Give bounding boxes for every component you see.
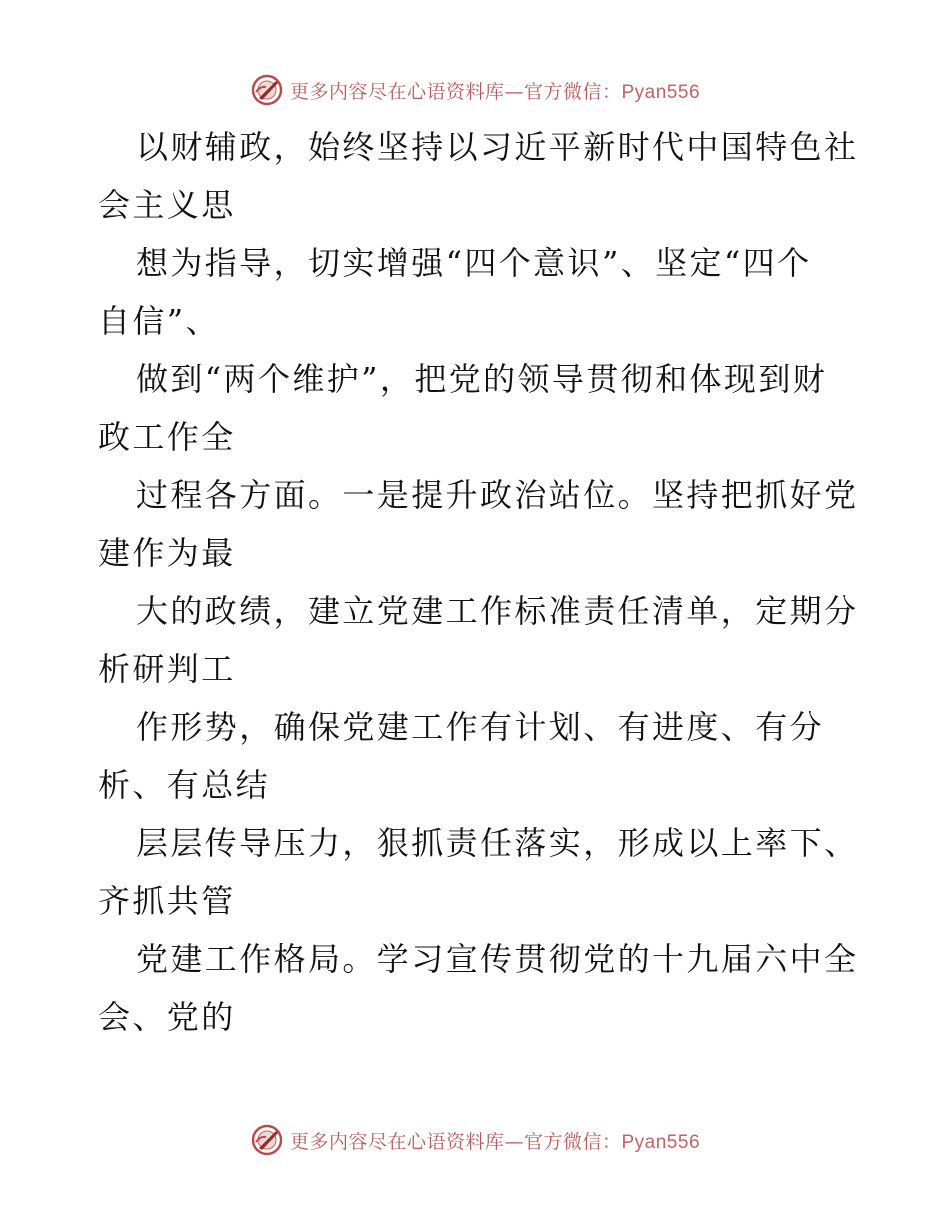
watermark-text	[290, 77, 700, 104]
paragraph-line: 党建工作格局。学习宣传贯彻党的十九届六中全	[136, 940, 859, 978]
paragraph-3	[98, 350, 858, 466]
watermark-id: Pyan556	[621, 81, 701, 103]
paragraph-7	[98, 814, 858, 930]
paragraph-line: 层层传导压力，狠抓责任落实，形成以上率下、	[136, 824, 859, 862]
paragraph-line: 以财辅政，始终坚持以习近平新时代中国特色社	[136, 128, 859, 166]
paragraph-line: 会主义思	[98, 186, 236, 224]
paragraph-4	[98, 466, 858, 582]
paragraph-line: 想为指导，切实增强“四个意识”、坚定“四个	[136, 244, 812, 282]
paragraph-line: 过程各方面。一是提升政治站位。坚持把抓好党	[136, 476, 859, 514]
paragraph-6	[98, 698, 858, 814]
quill-seal-icon	[250, 1123, 284, 1157]
header-watermark	[0, 70, 950, 110]
watermark-main: 更多内容尽在心语资料库—官方微信：	[289, 80, 622, 103]
paragraph-line: 作形势，确保党建工作有计划、有进度、有分	[136, 708, 825, 746]
paragraph-line: 自信”、	[98, 302, 220, 340]
quill-seal-icon	[250, 73, 284, 107]
paragraph-line: 建作为最	[98, 534, 236, 572]
paragraph-1	[98, 118, 858, 234]
paragraph-line: 会、党的	[98, 998, 236, 1036]
watermark-main: 更多内容尽在心语资料库—官方微信：	[289, 1130, 622, 1153]
document-body	[98, 118, 858, 1046]
paragraph-line: 做到“两个维护”，把党的领导贯彻和体现到财	[136, 360, 828, 398]
paragraph-line: 政工作全	[98, 418, 236, 456]
paragraph-line: 析研判工	[98, 650, 236, 688]
paragraph-line: 齐抓共管	[98, 882, 236, 920]
watermark-text	[290, 1127, 700, 1154]
footer-watermark	[0, 1120, 950, 1160]
paragraph-line: 大的政绩，建立党建工作标准责任清单，定期分	[136, 592, 859, 630]
paragraph-8	[98, 930, 858, 1046]
paragraph-line: 析、有总结	[98, 766, 271, 804]
watermark-id: Pyan556	[621, 1131, 701, 1153]
paragraph-2	[98, 234, 858, 350]
paragraph-5	[98, 582, 858, 698]
